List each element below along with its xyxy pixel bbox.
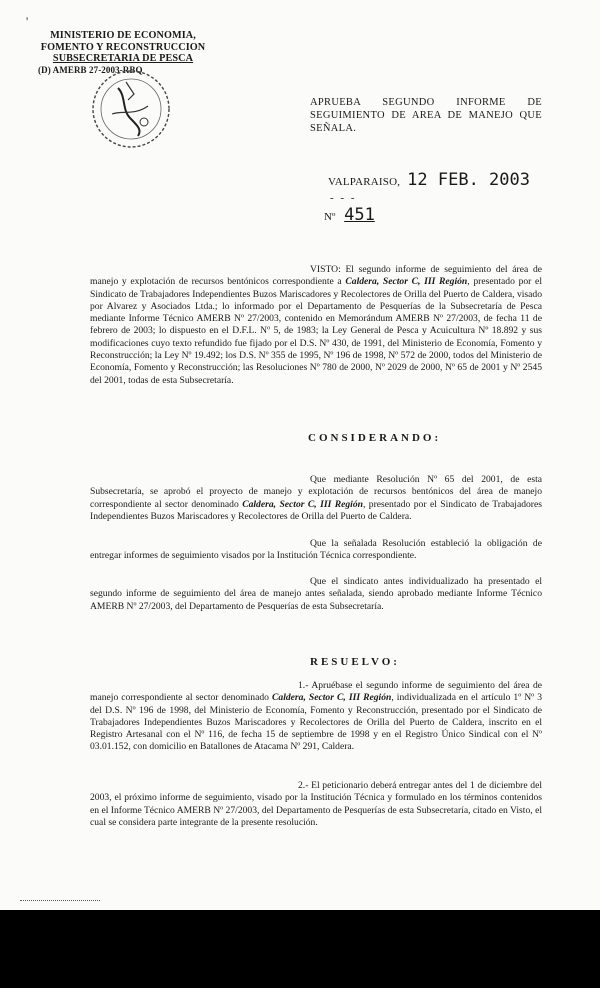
- resuelvo-paragraph-1: [90, 680, 542, 754]
- considerando-3-text: Que el sindicato antes individualizado ha presentado el segundo informe de seguimiento del área de manejo antes señalada, siendo aprobado mediante Informe Técnico AMERB Nº 27/2003, del Departamento de Pesquerías de esta Subsecretaría.: [90, 576, 542, 612]
- number-value: 451: [344, 205, 375, 225]
- corner-mark: ': [26, 14, 29, 28]
- resuelvo-1-emphasis: Caldera, Sector C, III Región: [272, 692, 392, 704]
- subject-line-3: SEÑALA.: [310, 123, 357, 134]
- considerando-paragraph-2: [90, 538, 542, 563]
- resuelvo-paragraph-2: [90, 780, 542, 829]
- resuelvo-1-text-a: 1.- Apruébase el segundo informe de seguimiento del área de manejo correspondiente al sector denominado: [90, 680, 542, 704]
- considerando-heading: CONSIDERANDO:: [308, 432, 442, 444]
- visto-paragraph: [90, 264, 542, 387]
- subject-line-1: APRUEBA SEGUNDO INFORME DE: [310, 97, 542, 108]
- place-date: [328, 170, 530, 190]
- considerando-1-emphasis: Caldera, Sector C, III Región: [242, 498, 363, 510]
- resuelvo-heading: RESUELVO:: [310, 656, 400, 668]
- subject-line-2: SEGUIMIENTO DE AREA DE MANEJO QUE: [310, 110, 542, 121]
- visto-emphasis: Caldera, Sector C, III Región: [345, 276, 468, 288]
- number-label: Nº: [324, 211, 336, 223]
- considerando-2-text: Que la señalada Resolución estableció la obligación de entregar informes de seguimiento visados por la Institución Técnica correspondiente.: [90, 538, 542, 562]
- resuelvo-2-text: 2.- El peticionario deberá entregar antes del 1 de diciembre del 2003, el próximo informe de seguimiento, visado por la Institución Técnica y formulado en los términos contenidos en el Informe Técnico AMERB Nº 27/2003, del Departamento de Pesquerías de esta Subsecretaría, citado en Visto, el cual se considera parte integrante de la presente resolución.: [90, 780, 542, 828]
- considerando-paragraph-3: [90, 576, 542, 613]
- place: VALPARAISO,: [328, 176, 401, 188]
- visto-text-b: , presentado por el Sindicato de Trabajadores Independientes Buzos Mariscadores y Recolectores de Orilla del Puerto de Caldera, visado por Alvarez y Asociados Ltda.; lo informado por el Departamento de Pesquerías de la Subsecretaría de Pesca mediante Informe Técnico AMERB Nº 27/2003, contenido en Memorándum AMERB Nº 27/2003, de fecha 11 de febrero de 2003; lo dispuesto en el D.F.L. Nº 5, de 1983; la Ley General de Pesca y Acuicultura Nº 18.892 y sus modificaciones cuyo texto refundido fue fijado por el D.S. Nº 430, de 1991, del Ministerio de Economía, Fomento y Reconstrucción; la Ley Nº 19.492; los D.S. Nº 355 de 1995, Nº 196 de 1998, Nº 572 de 2000, todos del Ministerio de Economía, Fomento y Reconstrucción; las Resoluciones Nº 780 de 2000, Nº 2029 de 2000, Nº 65 de 2001 y Nº 2545 del 2001, todas de esta Subsecretaría.: [90, 276, 542, 386]
- scan-artifact: [20, 900, 100, 904]
- considerando-paragraph-1: [90, 474, 542, 523]
- considerando-1-text-b: , presentado por el Sindicato de Trabajadores Independientes Buzos Mariscadores y Recolectores de Orilla del Puerto de Caldera.: [90, 498, 542, 522]
- ministry-line-1: MINISTERIO DE ECONOMIA,: [50, 30, 196, 41]
- date-stamp: 12 FEB. 2003: [407, 170, 530, 190]
- dash-separator: - - -: [330, 192, 357, 204]
- visto-text-a: VISTO: El segundo informe de seguimiento del área de manejo y explotación de recursos bentónicos correspondiente a: [90, 264, 542, 288]
- resolution-number: [324, 205, 375, 225]
- ministry-line-3: SUBSECRETARIA DE PESCA: [52, 53, 194, 64]
- scan-border: [0, 910, 600, 988]
- resolution-subject: [310, 96, 542, 135]
- ministry-reference: (D) AMERB 27-2003-RBQ: [38, 64, 143, 75]
- ministry-line-2: FOMENTO Y RECONSTRUCCION: [40, 41, 206, 53]
- resuelvo-1-text-b: , individualizada en el artículo 1º Nº 3 del D.S. Nº 196 de 1998, del Ministerio de Economía, Fomento y Reconstrucción, presentado por el Sindicato de Trabajadores Independientes Buzos Mariscadores y Recolectores de Orilla del Puerto de Caldera, inscrito en el Registro Artesanal con el Nº 116, de fecha 15 de septiembre de 1998 y en el Registro Único Sindical con el Nº 03.01.152, con domicilio en Batallones de Atacama Nº 291, Caldera.: [90, 692, 542, 753]
- considerando-1-text-a: Que mediante Resolución Nº 65 del 2001, de esta Subsecretaría, se aprobó el proyecto de manejo y explotación de recursos bentónicos del área de manejo correspondiente al sector denominado: [90, 474, 542, 510]
- official-seal-icon: [88, 66, 174, 152]
